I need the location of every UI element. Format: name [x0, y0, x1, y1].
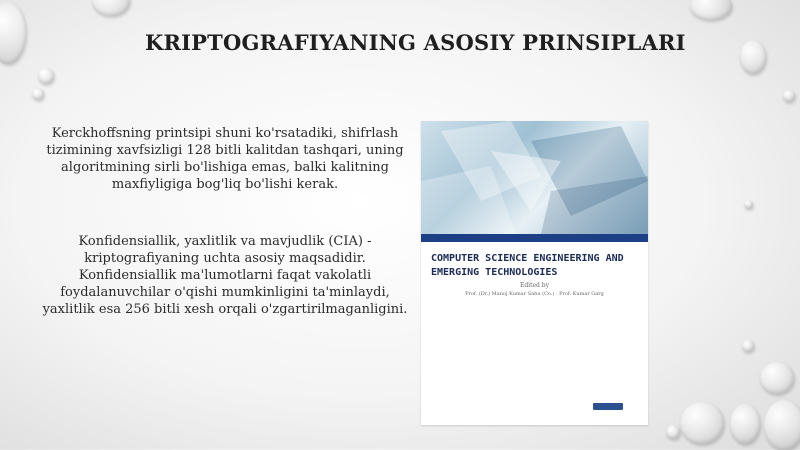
book-cover-image [421, 121, 648, 425]
book-editors: Prof. (Dr.) Manoj Kumar Sahu (Co.) · Prof. Kumar Garg [465, 291, 604, 297]
book-cover-band [421, 234, 648, 242]
water-drop-decoration [764, 400, 800, 450]
body-paragraph-kerckhoffs: Kerckhoffsning printsipi shuni ko'rsatadiki, shifrlash tizimining xavfsizligi 128 bitli kalitdan tashqari, uning algoritmining sirli bo'lishiga emas, balki kalitning maxfiyligiga bog'liq bo'lishi kerak. [46, 126, 404, 192]
book-editors-label: Edited by [519, 282, 550, 289]
water-drop-decoration [92, 0, 130, 16]
water-drop-decoration [742, 340, 754, 352]
water-drop-decoration [666, 425, 680, 439]
body-paragraph-cia: Konfidensiallik, yaxlitlik va mavjudlik (CIA) - kriptografiyaning uchta asosiy maqsadidir. Konfidensiallik ma'lumotlarni faqat vakolatli foydalanuvchilar o'qishi mumkinligini ta'minlaydi, yaxlitlik esa 256 bitli xesh orqali o'zgartirilmaganligini. [42, 234, 408, 317]
water-drop-decoration [690, 0, 732, 20]
water-drop-decoration [38, 68, 54, 84]
water-drop-decoration [32, 88, 44, 100]
water-drop-decoration [760, 362, 794, 394]
slide-title: KRIPTOGRAFIYANING ASOSIY PRINSIPLARI [145, 30, 686, 55]
water-drop-decoration [783, 90, 795, 102]
book-cover-artwork [421, 121, 648, 234]
publisher-logo [593, 403, 623, 410]
water-drop-decoration [744, 200, 753, 209]
water-drop-decoration [680, 402, 724, 444]
water-drop-decoration [730, 404, 760, 444]
cover-geometric-art [421, 121, 648, 234]
book-title: COMPUTER SCIENCE ENGINEERING AND EMERGING TECHNOLOGIES [431, 253, 624, 278]
water-drop-decoration [0, 2, 26, 64]
